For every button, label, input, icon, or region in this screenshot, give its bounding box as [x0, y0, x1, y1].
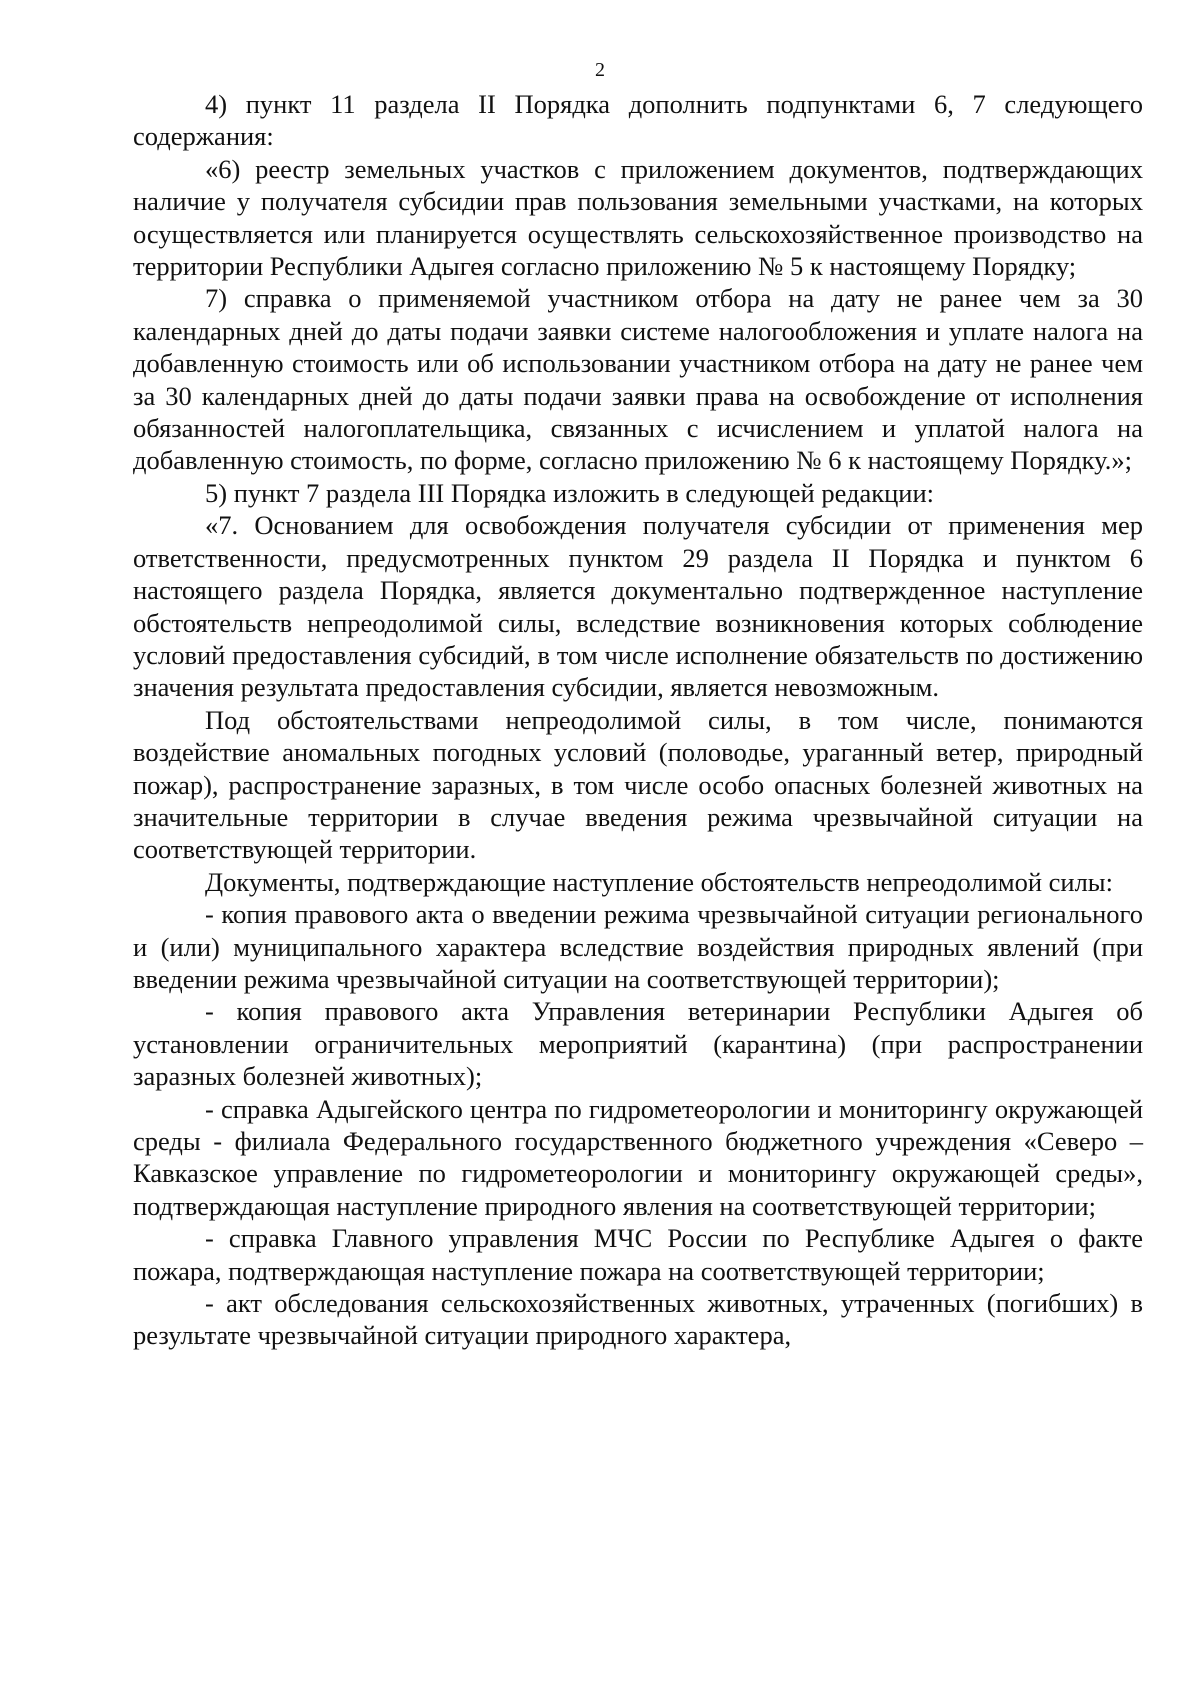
list-item-livestock-inspection-act: - акт обследования сельскохозяйственных животных, утраченных (погибших) в результате чрезвычайной ситуации природного характера, [133, 1288, 1143, 1351]
paragraph-item-4: 4) пункт 11 раздела II Порядка дополнить подпунктами 6, 7 следующего содержания: [133, 89, 1143, 152]
page-number: 2 [595, 59, 605, 81]
list-item-emergency-act: - копия правового акта о введении режима чрезвычайной ситуации регионального и (или) муниципального характера вследствие воздействия природных явлений (при введении режима чрезвычайной ситуации на соответствующей территории); [133, 899, 1143, 994]
document-body [133, 88, 1143, 1352]
paragraph-clause-7: «7. Основанием для освобождения получателя субсидии от применения мер ответственности, предусмотренных пунктом 29 раздела II Порядка и пунктом 6 настоящего раздела Порядка, является документально подтвержденное наступление обстоятельств непреодолимой силы, вследствие возникновения которых соблюдение условий предоставления субсидий, в том числе исполнение обязательств по достижению значения результата предоставления субсидии, является невозможным. [133, 510, 1143, 703]
paragraph-subitem-6: «6) реестр земельных участков с приложением документов, подтверждающих наличие у получателя субсидии прав пользования земельными участками, на которых осуществляется или планируется осуществлять сельскохозяйственное производство на территории Республики Адыгея согласно приложению № 5 к настоящему Порядку; [133, 153, 1143, 282]
list-item-veterinary-act: - копия правового акта Управления ветеринарии Республики Адыгея об установлении ограничительных мероприятий (карантина) (при распространении заразных болезней животных); [133, 996, 1143, 1092]
paragraph-subitem-7: 7) справка о применяемой участником отбора на дату не ранее чем за 30 календарных дней до даты подачи заявки системе налогообложения и уплате налога на добавленную стоимость или об использовании участником отбора на дату не ранее чем за 30 календарных дней до даты подачи заявки права на освобождение от исполнения обязанностей налогоплательщика, связанных с исчислением и уплатой налога на добавленную стоимость, по форме, согласно приложению № 6 к настоящему Порядку.»; [133, 283, 1143, 476]
paragraph-item-5: 5) пункт 7 раздела III Порядка изложить в следующей редакции: [205, 477, 935, 508]
list-item-emercom-certificate: - справка Главного управления МЧС России по Республике Адыгея о факте пожара, подтверждающая наступление пожара на соответствующей территории; [133, 1223, 1143, 1286]
list-item-hydromet-certificate: - справка Адыгейского центра по гидрометеорологии и мониторингу окружающей среды - филиала Федерального государственного бюджетного учреждения «Северо – Кавказское управление по гидрометеорологии и мониторингу окружающей среды», подтверждающая наступление природного явления на соответствующей территории; [133, 1093, 1143, 1221]
paragraph-documents-intro: Документы, подтверждающие наступление обстоятельств непреодолимой силы: [205, 866, 1113, 897]
paragraph-force-majeure-definition: Под обстоятельствами непреодолимой силы, в том числе, понимаются воздействие аномальных погодных условий (половодье, ураганный ветер, природный пожар), распространение заразных, в том числе особо опасных болезней животных на значительные территории в случае введения режима чрезвычайной ситуации на соответствующей территории. [133, 704, 1143, 865]
